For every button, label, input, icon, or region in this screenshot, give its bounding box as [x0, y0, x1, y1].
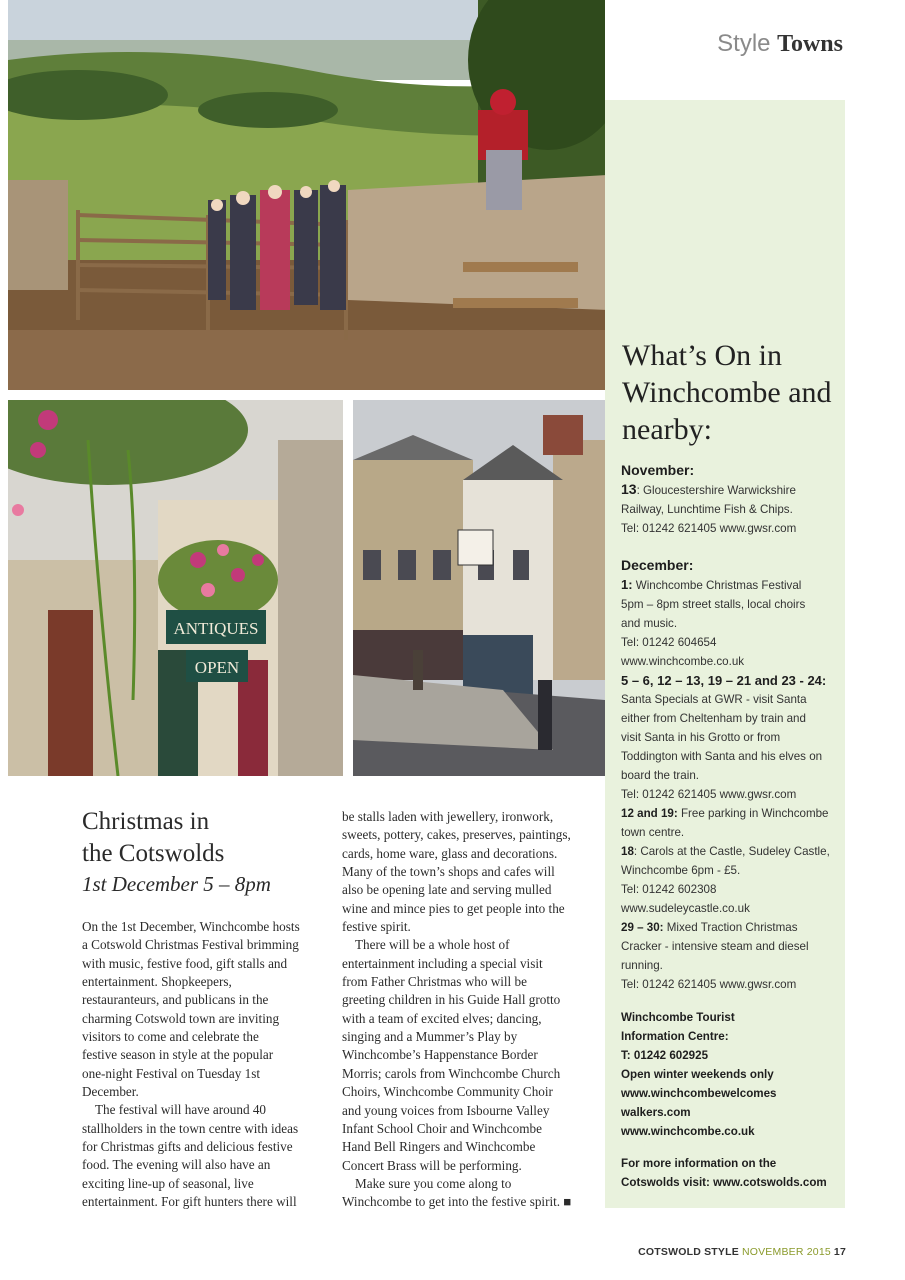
event-dec-29-30: 29 – 30: Mixed Traction Christmas Cracker - intensive steam and diesel running. Tel: 01242 621405 www.gwsr.com [621, 921, 809, 991]
event-nov-13: 13: Gloucestershire Warwickshire Railway, Lunchtime Fish & Chips. Tel: 01242 621405 www.gwsr.com [621, 481, 797, 535]
more-info: For more information on the Cotswolds visit: www.cotswolds.com [621, 1157, 827, 1189]
december-label: December: [621, 557, 694, 573]
sidebar-december [621, 556, 836, 994]
article-subtitle: 1st December 5 – 8pm [82, 872, 271, 896]
sidebar-november [621, 461, 836, 538]
page-number: 17 [833, 1246, 846, 1258]
sidebar-title: What’s On in Winchcombe and nearby: [622, 339, 832, 446]
event-dec-parking: 12 and 19: Free parking in Winchcombe town centre. [621, 807, 829, 839]
page-footer: COTSWOLD STYLE NOVEMBER 2015 17 [638, 1246, 846, 1258]
section-tag: Style Towns [717, 30, 843, 57]
article-column-2: be stalls laden with jewellery, ironwork, sweets, pottery, cakes, preserves, paintings, cards, home ware, glass and decorations. Many of the town’s shops and cafes will also be opening late and serving mulled wine and mince pies to get people into the festive spirit. There will be a whole host of entertainment including a special visit from Father Christmas who will be greeting children in his Guide Hall grotto with a team of excited elves; dancing, singing and a Mummer’s Play by Winchcombe’s Happenstance Border Morris; carols from Winchcombe Church Choirs, Winchcombe Community Choir and young voices from Isbourne Valley Infant School Choir and Winchcombe Hand Bell Ringers and Winchcombe Concert Brass will be performing. Make sure you come along to Winchcombe to get into the festive spirit. ■ [342, 809, 572, 1210]
open-sign: OPEN [194, 658, 240, 677]
event-dec-santa: 5 – 6, 12 – 13, 19 – 21 and 23 - 24: Santa Specials at GWR - visit Santa either from Cheltenham by train and visit Santa in his Grotto or from Toddington with Santa and his elves on board the train. Tel: 01242 621405 www.gwsr.com [621, 673, 827, 801]
november-label: November: [621, 462, 695, 478]
tourist-info: Winchcombe Tourist Information Centre: T: 01242 602925 Open winter weekends only www.winchcombewelcomes walkers.com www.winchcombe.co.uk [621, 1011, 777, 1138]
event-dec-18: 18: Carols at the Castle, Sudeley Castle, Winchcombe 6pm - £5. Tel: 01242 602308 www.sudeleycastle.co.uk [621, 845, 830, 915]
antiques-sign: ANTIQUES [173, 619, 259, 638]
article-title: Christmas in the Cotswolds [82, 808, 225, 867]
antiques-photo [8, 400, 343, 776]
event-dec-1: 1: Winchcombe Christmas Festival 5pm – 8pm street stalls, local choirs and music. Tel: 01242 604654 www.winchcombe.co.uk [621, 577, 806, 668]
article-column-1: On the 1st December, Winchcombe hosts a Cotswold Christmas Festival brimming with music, festive food, gift stalls and entertainment. Shopkeepers, restauranteurs, and publicans in the charming Cotswold town are inviting visitors to come and celebrate the festive season in style at the popular one-night Festival on Tuesday 1st December. The festival will have around 40 stallholders in the town centre with ideas for Christmas gifts and delicious festive food. The evening will also have an exciting line-up of seasonal, live entertainment. For gift hunters there will [82, 919, 300, 1210]
walkers-photo [8, 0, 605, 390]
street-photo [353, 400, 605, 776]
